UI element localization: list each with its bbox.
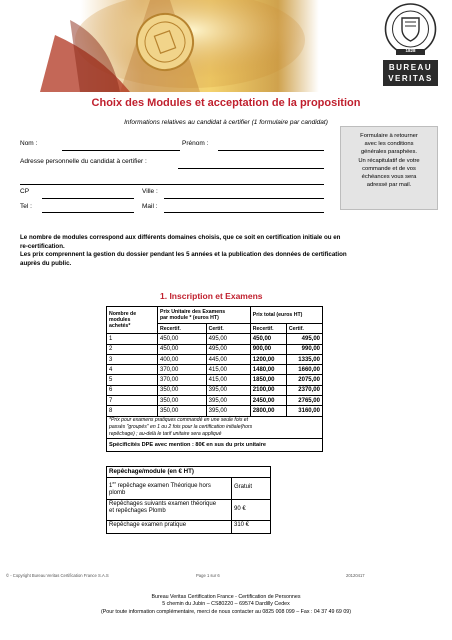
brand-line-1: BUREAU	[388, 63, 433, 72]
ville-field[interactable]	[164, 198, 324, 199]
prenom-field[interactable]	[218, 150, 324, 151]
table-cell: 5	[107, 375, 158, 385]
table-cell: 395,00	[206, 385, 250, 395]
table-cell: 395,00	[206, 406, 250, 416]
footer-line: (Pour toute information complémentaire, merci de nous contacter au 0825 008 099 – Fax : 04 37 49 69 09)	[101, 608, 351, 615]
dpe-spec: Spécificités DPE avec mention : 80€ en sus du prix unitaire	[107, 438, 323, 451]
table-row	[107, 334, 323, 344]
table-cell: 2765,00	[286, 396, 322, 406]
section-heading-inscription: 1. Inscription et Examens	[160, 291, 263, 301]
label-text: 1	[109, 482, 113, 489]
header-text: achetés*	[109, 323, 131, 330]
price-table-note-row	[107, 416, 323, 438]
header-text: Prix Unitaire des Examens	[160, 309, 226, 315]
prenom-label: Prénom :	[182, 140, 209, 147]
label-superscript: er	[112, 479, 116, 485]
table-cell: 1335,00	[286, 354, 322, 364]
document-date: 20120417	[346, 573, 365, 578]
subheader-recertif-total: Recertif.	[250, 324, 286, 334]
header-text: modules	[109, 317, 131, 324]
table-cell: 3160,00	[286, 406, 322, 416]
paragraph-line: re-certification.	[20, 242, 65, 250]
paragraph-line: Les prix comprennent la gestion du dossier pendant les 5 années et la publication des données de certification	[20, 251, 347, 258]
note-line: avec les conditions	[364, 141, 414, 148]
table-cell: 445,00	[206, 354, 250, 364]
copyright-text: © - Copyright Bureau Veritas Certification France S.A.S	[6, 573, 109, 578]
adresse-field-1[interactable]	[178, 168, 324, 169]
table-cell: 8	[107, 406, 158, 416]
note-text: passés "groupés" en 1 ou 2 fois pour la certification initiale(hors	[109, 423, 253, 430]
header-text: par module * (euros HT)	[160, 315, 219, 321]
subheader-certif-total: Certif.	[286, 324, 322, 334]
table-cell: 495,00	[206, 334, 250, 344]
price-note	[107, 416, 323, 438]
price-table-body	[107, 334, 323, 416]
repechage-value: 90 €	[232, 499, 271, 520]
table-cell: 7	[107, 396, 158, 406]
repechage-value: Gratuit	[232, 477, 271, 499]
page-subtitle: Informations relatives au candidat à certifier (1 formulaire par candidat)	[124, 119, 328, 126]
table-cell: 495,00	[286, 334, 322, 344]
table-row	[107, 365, 323, 375]
repechage-label	[107, 477, 232, 499]
header-prix-unitaire	[158, 307, 251, 324]
table-cell: 2	[107, 344, 158, 354]
repechage-row	[107, 499, 271, 520]
table-cell: 450,00	[158, 334, 207, 344]
page-number: Page 1 sur 6	[196, 573, 220, 578]
table-cell: 900,00	[250, 344, 286, 354]
table-cell: 990,00	[286, 344, 322, 354]
note-line: Un récapitulatif de votre	[358, 157, 420, 164]
page-footer	[0, 594, 452, 616]
table-cell: 415,00	[206, 375, 250, 385]
table-cell: 395,00	[206, 396, 250, 406]
table-row	[107, 385, 323, 395]
label-text: repêchage examen Théorique hors	[115, 482, 211, 489]
table-row	[107, 406, 323, 416]
table-cell: 1660,00	[286, 365, 322, 375]
table-cell: 3	[107, 354, 158, 364]
table-cell: 350,00	[158, 406, 207, 416]
table-row	[107, 396, 323, 406]
repechage-row	[107, 477, 271, 499]
note-line: échéances vous sera	[361, 174, 417, 181]
table-cell: 400,00	[158, 354, 207, 364]
table-cell: 2370,00	[286, 385, 322, 395]
table-cell: 350,00	[158, 396, 207, 406]
repechage-label-line: et repêchages Plomb	[109, 508, 166, 514]
paragraph-line: auprès du public.	[20, 259, 72, 267]
repechage-label-line	[109, 479, 229, 491]
modules-paragraph	[20, 234, 440, 268]
nom-field[interactable]	[62, 150, 180, 151]
tel-field[interactable]	[42, 212, 134, 213]
header-nb-modules	[107, 307, 158, 334]
table-cell: 1	[107, 334, 158, 344]
footer-line: 5 chemin du Jubin – CS80220 – 69574 Dardilly Cedex	[162, 601, 290, 608]
table-cell: 2075,00	[286, 375, 322, 385]
footer-line: Bureau Veritas Certification France - Certification de Personnes	[151, 594, 301, 600]
subheader-recertif: Recertif.	[158, 324, 207, 334]
subheader-certif: Certif.	[206, 324, 250, 334]
mail-field[interactable]	[164, 212, 324, 213]
note-text: repêchage) ; au-delà le tarif unitaire sera appliqué	[109, 430, 222, 437]
header-prix-total	[250, 307, 322, 324]
table-cell: 1200,00	[250, 354, 286, 364]
repechage-header: Repêchage/module (en € HT)	[107, 467, 271, 478]
repechage-label-line: Repêchages suivants examen théorique	[109, 500, 217, 507]
table-cell: 2100,00	[250, 385, 286, 395]
repechage-table	[106, 466, 271, 534]
price-table-spec-row	[107, 438, 323, 451]
nom-label: Nom :	[20, 140, 38, 147]
table-cell: 495,00	[206, 344, 250, 354]
cp-field[interactable]	[42, 198, 134, 199]
table-cell: 2450,00	[250, 396, 286, 406]
repechage-label-line: plomb	[109, 490, 126, 496]
paragraph-line: Le nombre de modules correspond aux différents domaines choisis, que ce soit en certification initiale ou en	[20, 234, 341, 241]
header-text: Nombre de	[109, 311, 137, 318]
table-cell: 450,00	[158, 344, 207, 354]
adresse-label: Adresse personnelle du candidat à certifier :	[20, 158, 147, 165]
brand-line-2: VERITAS	[388, 74, 433, 83]
repechage-value: 310 €	[232, 520, 271, 533]
table-cell: 415,00	[206, 365, 250, 375]
table-cell: 4	[107, 365, 158, 375]
note-line: adressé par mail.	[366, 182, 412, 189]
table-cell: 370,00	[158, 365, 207, 375]
table-cell: 6	[107, 385, 158, 395]
page-title: Choix des Modules et acceptation de la proposition	[91, 97, 361, 109]
table-row	[107, 344, 323, 354]
repechage-label	[107, 499, 232, 520]
table-row	[107, 375, 323, 385]
cp-label: CP	[20, 188, 30, 195]
ville-label: Ville :	[142, 188, 158, 195]
price-table-header	[107, 307, 323, 324]
table-row	[107, 354, 323, 364]
tel-label: Tel :	[20, 203, 32, 210]
table-cell: 350,00	[158, 385, 207, 395]
table-cell: 450,00	[250, 334, 286, 344]
bureau-veritas-logo	[383, 2, 438, 88]
info-note-box	[340, 126, 438, 210]
price-table	[106, 306, 323, 452]
adresse-field-2[interactable]	[20, 184, 324, 185]
repechage-header-row	[107, 467, 271, 478]
header-text: Prix total (euros HT)	[252, 312, 303, 318]
mail-label: Mail :	[142, 203, 158, 210]
repechage-label: Repêchage examen pratique	[107, 520, 232, 533]
table-cell: 370,00	[158, 375, 207, 385]
note-text: *Prix pour examens pratiques commandé en une seule fois et	[109, 416, 249, 423]
table-cell: 1480,00	[250, 365, 286, 375]
note-line: générales paraphées.	[360, 149, 418, 156]
table-cell: 2800,00	[250, 406, 286, 416]
note-line: commande et de vos	[362, 165, 416, 172]
repechage-row	[107, 520, 271, 533]
table-cell: 1850,00	[250, 375, 286, 385]
note-line: Formulaire à retourner	[360, 133, 418, 139]
seal-year: 1828	[405, 48, 416, 53]
